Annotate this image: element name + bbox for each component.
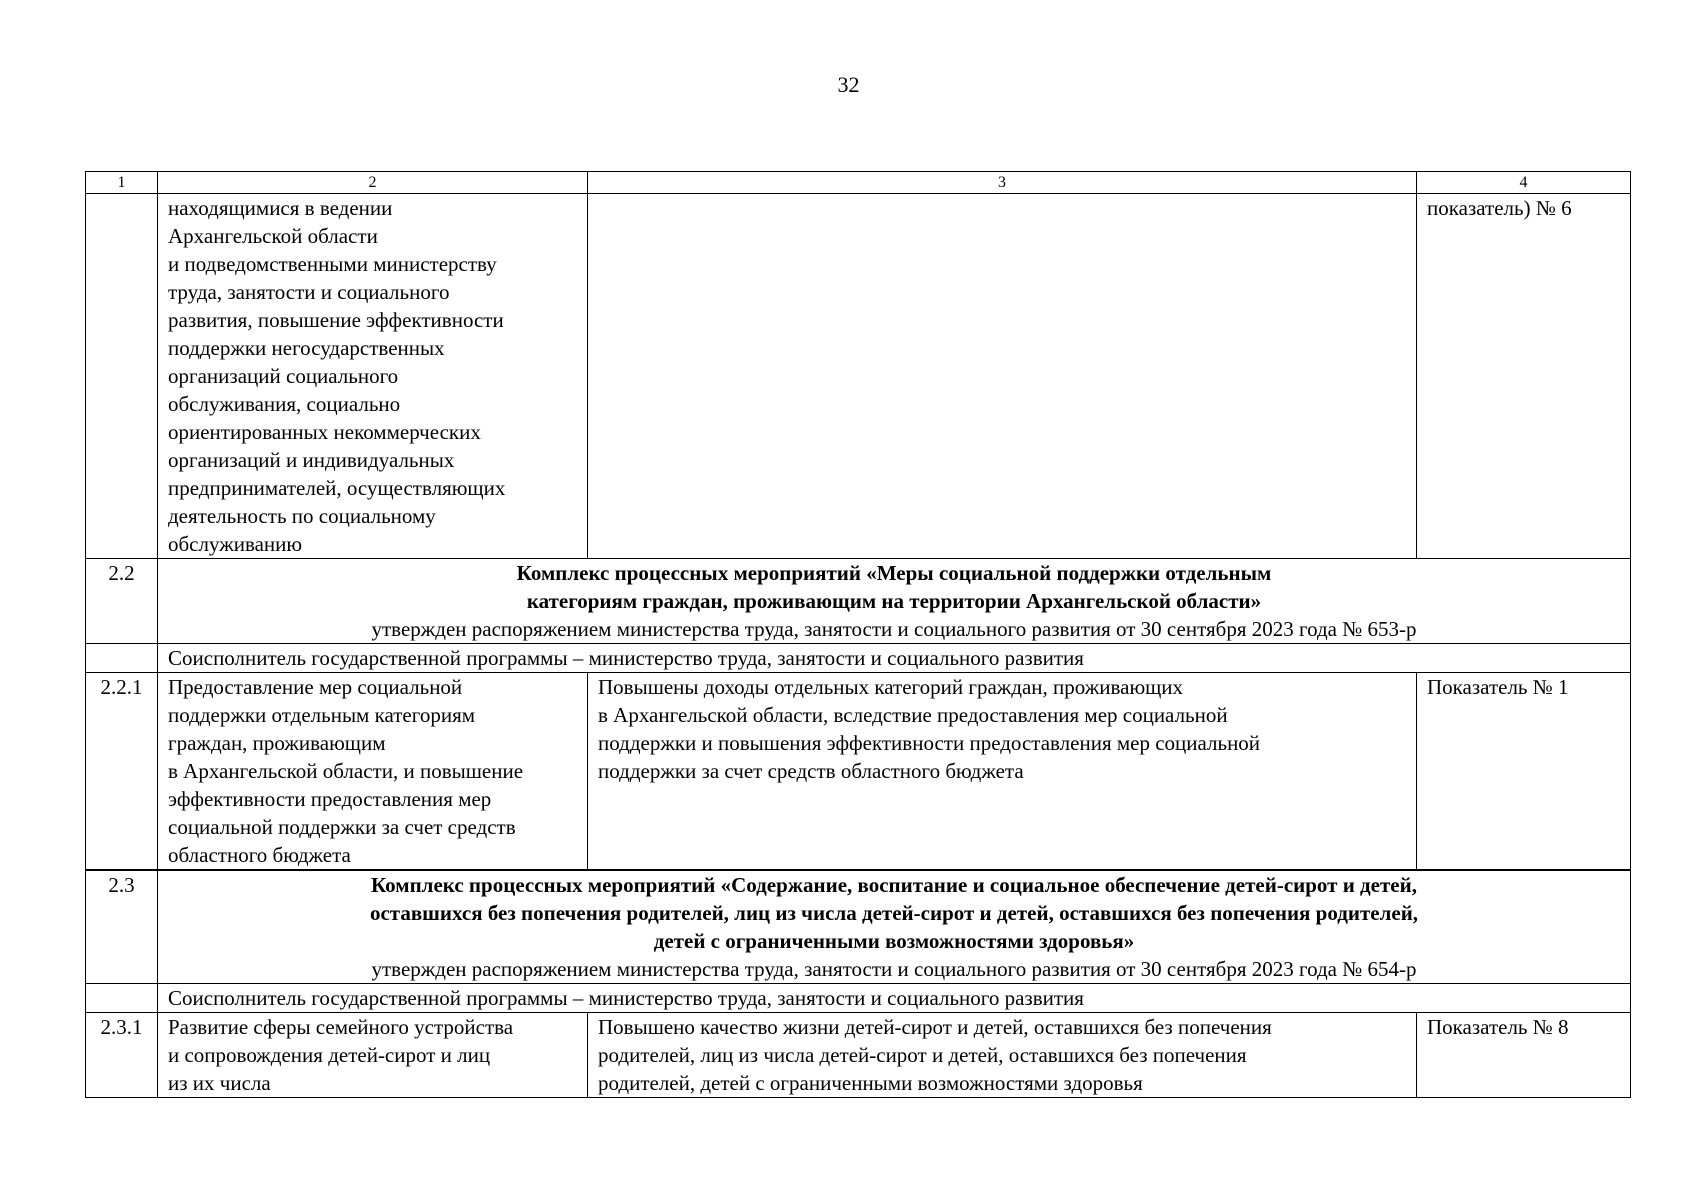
result-cell: [588, 194, 1417, 559]
text-line: Комплекс процессных мероприятий «Меры социальной поддержки отдельным: [516, 561, 1272, 585]
text-line: организаций социального: [168, 364, 399, 388]
text-line: ориентированных некоммерческих: [168, 420, 481, 444]
text-line: родителей, детей с ограниченными возможностями здоровья: [598, 1071, 1143, 1095]
text-line: обслуживанию: [168, 532, 303, 556]
text-line: детей с ограниченными возможностями здоровья»: [653, 929, 1135, 953]
indicator-cell: [1417, 194, 1631, 559]
section-number: 2.3: [86, 870, 158, 984]
section-title: [162, 559, 1626, 615]
row-number: 2.2.1: [86, 673, 158, 871]
text-line: родителей, лиц из числа детей-сирот и детей, оставшихся без попечения: [598, 1043, 1247, 1067]
text-line: Архангельской области: [168, 224, 378, 248]
text-line: организаций и индивидуальных: [168, 448, 455, 472]
coexecutor-row-2-3: [86, 984, 1631, 1013]
section-approval-text: утвержден распоряжением министерства труда, занятости и социального развития от 30 сентября 2023 года № 653-р: [371, 617, 1417, 641]
text-line: поддержки негосударственных: [168, 336, 445, 360]
result-cell: [588, 1013, 1417, 1098]
text-line: поддержки отдельным категориям: [168, 703, 476, 727]
task-cell: [158, 673, 588, 871]
section-heading-cell: [158, 870, 1631, 984]
text-line: и сопровождения детей-сирот и лиц: [168, 1043, 491, 1067]
table-row-continued: [86, 194, 1631, 559]
text-line: и подведомственными министерству: [168, 252, 497, 276]
table-row-2-3-1: [86, 1013, 1631, 1098]
text-line: эффективности предоставления мер: [168, 787, 492, 811]
column-number-row: [86, 172, 1631, 194]
text-line: развития, повышение эффективности: [168, 308, 504, 332]
text-line: Комплекс процессных мероприятий «Содержание, воспитание и социальное обеспечение детей-сирот и детей,: [371, 873, 1417, 897]
text-line: труда, занятости и социального: [168, 280, 450, 304]
row-number: 2.3.1: [86, 1013, 158, 1098]
text-line: из их числа: [168, 1071, 271, 1095]
column-number-3: 3: [588, 172, 1417, 194]
text-line: граждан, проживающим: [168, 731, 386, 755]
table-row-2-2-1: [86, 673, 1631, 871]
coexecutor-text: Соисполнитель государственной программы – министерство труда, занятости и социального развития: [158, 644, 1631, 673]
text-line: находящимися в ведении: [168, 196, 393, 220]
empty-number-cell: [86, 984, 158, 1013]
text-line: Предоставление мер социальной: [168, 675, 463, 699]
section-row-2-2: [86, 559, 1631, 644]
text-line: показатель) № 6: [1427, 196, 1572, 220]
text-line: поддержки и повышения эффективности предоставления мер социальной: [598, 731, 1261, 755]
text-line: Показатель № 1: [1427, 675, 1569, 699]
text-line: областного бюджета: [168, 843, 351, 867]
task-cell: [158, 194, 588, 559]
text-line: категориям граждан, проживающим на территории Архангельской области»: [526, 589, 1262, 613]
section-number: 2.2: [86, 559, 158, 644]
text-line: Повышены доходы отдельных категорий граждан, проживающих: [598, 675, 1184, 699]
text-line: поддержки за счет средств областного бюджета: [598, 759, 1024, 783]
program-table: [85, 171, 1631, 1098]
text-line: обслуживания, социально: [168, 392, 401, 416]
section-approval-text: утвержден распоряжением министерства труда, занятости и социального развития от 30 сентября 2023 года № 654-р: [371, 957, 1417, 981]
indicator-cell: [1417, 673, 1631, 871]
text-line: социальной поддержки за счет средств: [168, 815, 516, 839]
coexecutor-row-2-2: [86, 644, 1631, 673]
text-line: Показатель № 8: [1427, 1015, 1569, 1039]
column-number-4: 4: [1417, 172, 1631, 194]
column-number-2: 2: [158, 172, 588, 194]
text-line: Развитие сферы семейного устройства: [168, 1015, 514, 1039]
column-number-1: 1: [86, 172, 158, 194]
text-line: в Архангельской области, и повышение: [168, 759, 524, 783]
page-number: 32: [837, 72, 860, 97]
coexecutor-text: Соисполнитель государственной программы – министерство труда, занятости и социального развития: [158, 984, 1631, 1013]
text-line: деятельность по социальному: [168, 504, 436, 528]
text-line: оставшихся без попечения родителей, лиц из числа детей-сирот и детей, оставшихся без попечения родителей,: [369, 901, 1419, 925]
result-cell: [588, 673, 1417, 871]
text-line: Повышено качество жизни детей-сирот и детей, оставшихся без попечения: [598, 1015, 1272, 1039]
section-title: [162, 871, 1626, 955]
indicator-cell: [1417, 1013, 1631, 1098]
text-line: предпринимателей, осуществляющих: [168, 476, 506, 500]
section-heading-cell: [158, 559, 1631, 644]
text-line: в Архангельской области, вследствие предоставления мер социальной: [598, 703, 1228, 727]
empty-number-cell: [86, 644, 158, 673]
row-number: [86, 194, 158, 559]
task-cell: [158, 1013, 588, 1098]
section-row-2-3: [86, 870, 1631, 984]
